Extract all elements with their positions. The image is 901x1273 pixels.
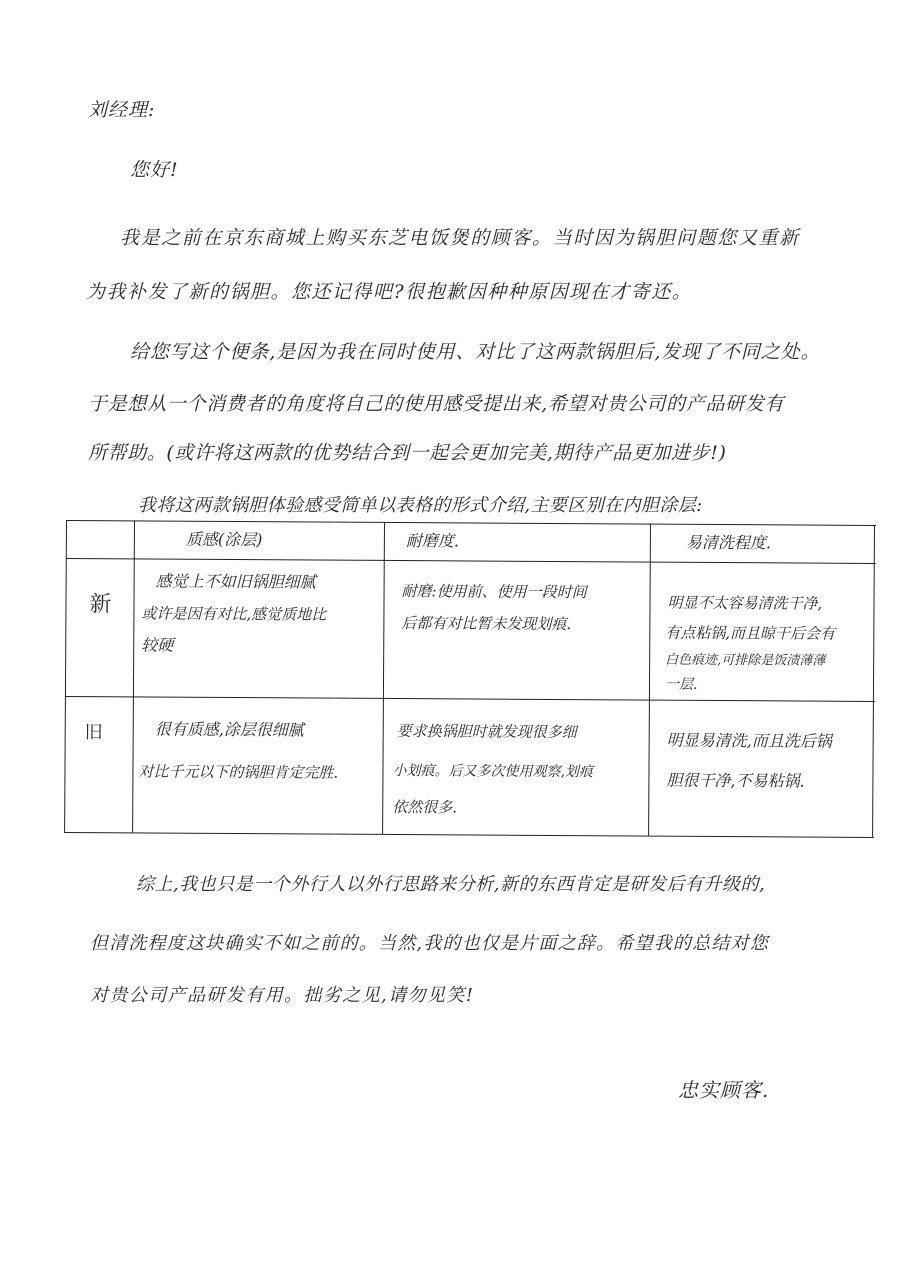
paragraph-3-line-2: 但清洗程度这块确实不如之前的。当然,我的也仅是片面之辞。希望我的总结对您: [90, 933, 769, 954]
old-wear-line-2: 小划痕。后又多次使用观察,划痕: [392, 762, 593, 781]
paragraph-2-line-2: 于是想从一个消费者的角度将自己的使用感受提出来,希望对贵公司的产品研发有: [88, 393, 785, 415]
paragraph-2-line-3: 所帮助。(或许将这两款的优势结合到一起会更加完美,期待产品更加进步!): [88, 442, 727, 464]
new-texture-line-3: 较硬: [141, 635, 174, 655]
header-wear: 耐磨度.: [405, 531, 460, 551]
row-label-new: 新: [89, 592, 112, 618]
paragraph-2-line-1: 给您写这个便条,是因为我在同时使用、对比了这两款锅胆后,发现了不同之处。: [130, 341, 821, 363]
old-texture-line-2: 对比千元以下的锅胆肯定完胜.: [138, 762, 339, 782]
old-wear-line-1: 要求换锅胆时就发现很多细: [396, 722, 577, 742]
new-wear-line-2: 后都有对比暂未发现划痕.: [401, 614, 572, 634]
salutation: 刘经理:: [88, 99, 156, 121]
row-label-old: 旧: [84, 722, 103, 744]
old-clean-line-2: 胆很干净,不易粘锅.: [666, 770, 805, 791]
paragraph-3-line-3: 对贵公司产品研发有用。拙劣之见,请勿见笑!: [90, 985, 475, 1006]
paragraph-1-line-2: 为我补发了新的锅胆。您还记得吧?很抱歉因种种原因现在才寄还。: [86, 281, 693, 303]
table-intro: 我将这两款锅胆体验感受简单以表格的形式介绍,主要区别在内胆涂层:: [138, 495, 703, 516]
signature: 忠实顾客.: [678, 1078, 770, 1102]
old-clean-line-1: 明显易清洗,而且洗后锅: [666, 730, 832, 751]
new-wear-line-1: 耐磨:使用前、使用一段时间: [401, 582, 587, 602]
new-clean-line-4: 一层.: [664, 676, 698, 693]
new-clean-line-1: 明显不太容易清洗干净,: [667, 593, 823, 613]
header-clean: 易清洗程度.: [685, 532, 772, 553]
old-wear-line-3: 依然很多.: [392, 797, 458, 817]
new-clean-line-3: 白色痕迹,可排除是饭渍薄薄: [665, 652, 826, 669]
paragraph-1-line-1: 我是之前在京东商城上购买东芝电饭煲的顾客。当时因为锅胆问题您又重新: [120, 227, 800, 249]
new-texture-line-1: 感觉上不如旧锅胆细腻: [155, 571, 316, 592]
new-clean-line-2: 有点粘锅,而且晾干后会有: [665, 623, 836, 643]
new-texture-line-2: 或许是因有对比,感觉质地比: [141, 604, 327, 624]
greeting: 您好!: [130, 159, 179, 181]
paragraph-3-line-1: 综上,我也只是一个外行人以外行思路来分析,新的东西肯定是研发后有升级的,: [136, 874, 766, 895]
comparison-table: [64, 520, 876, 839]
header-texture: 质感(涂层): [185, 529, 263, 550]
old-texture-line-1: 很有质感,涂层很细腻: [154, 719, 304, 740]
